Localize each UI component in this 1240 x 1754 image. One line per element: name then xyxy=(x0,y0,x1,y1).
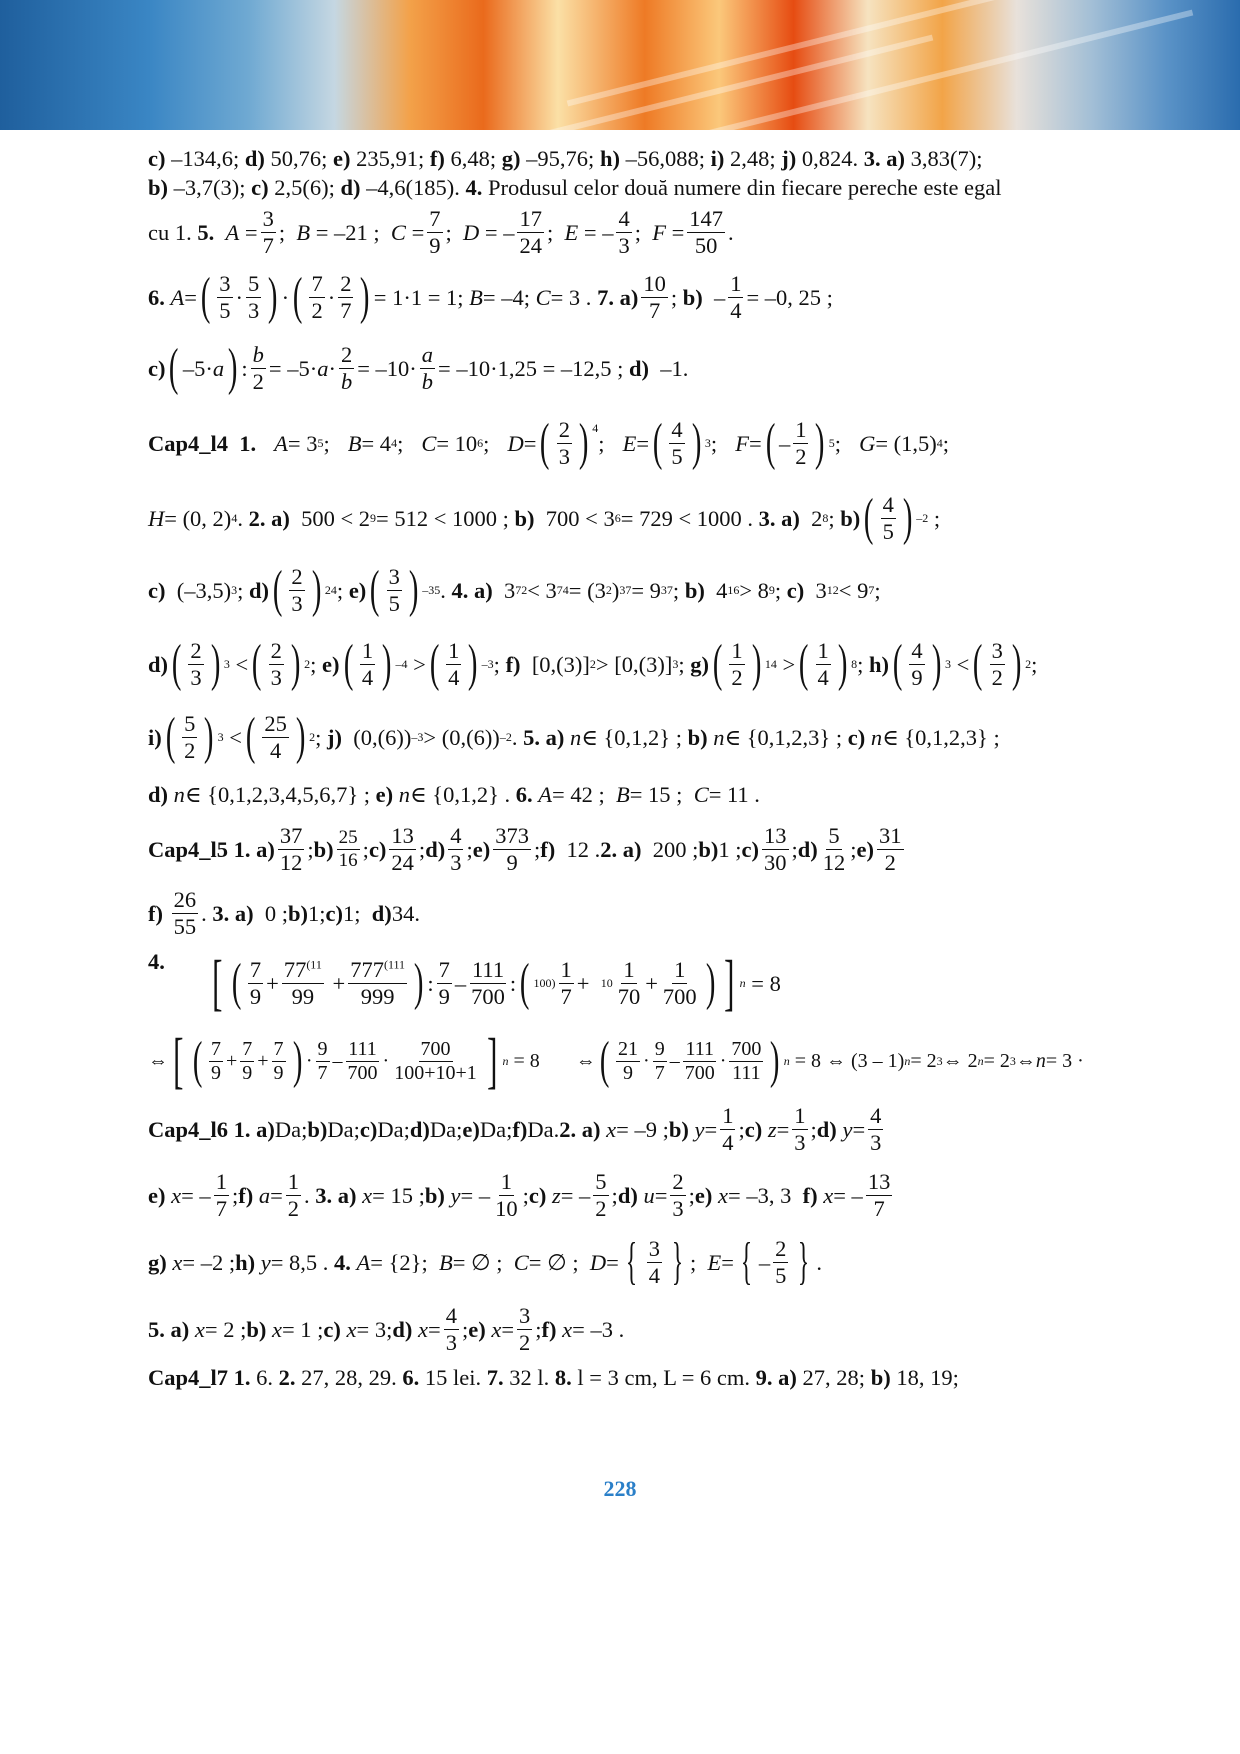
fraction: $\frac{3}{7}$ xyxy=(262,205,274,258)
fraction: $\frac{7}{9}$ xyxy=(429,205,441,258)
answer-line: d) n ∈ {0,1,2,3,4,5,6,7} ; e) n ∈ {0,1,2} . 6. A = 42 ; B = 15 ; C = 11 . xyxy=(148,781,760,807)
answer-line: i) ( $\frac{5}{2}$ ) 3 < ( $\frac{25}{4}$ ) 2 ; j) (0,(6)) –3 > (0,(6)) –2 . 5. a) n ∈ {0,1,2} ; b) n ∈ {0,1,2,3} ; c) n ∈ {0,1,2,3} ; xyxy=(148,708,1000,765)
header-banner-image xyxy=(0,0,1240,130)
answer-line: 4. [ ( $\frac{7}{9}$ + $\frac{77^{(11}}{99}$ + $\frac{777^{(111}}{999}$ ) : $\frac{7}{9}$ – $\frac{111}{700}$ : ( 100) $\frac{1}{7}$ + 10 $\frac{1}{70}$ + $\frac{1}{700}$ ) ] n = 8 xyxy=(148,949,781,1017)
answer-line: c) (–3,5) 3 ; d) ( $\frac{2}{3}$ ) 24 ; e) ( $\frac{3}{5}$ ) –35 . 4. a) 3 72 < 3 74 = (3 2 ) 37 = 9 37 ; b) 4 16 > 8 9 ; c) 3 12 < 9 7 ; xyxy=(148,561,881,618)
answer-line: Cap4_l5 1. a) $\frac{37}{12}$ ; b) $\frac{25}{16}$ ; c) $\frac{13}{24}$ ; d) $\frac{4}{3}$ ; e) $\frac{373}{9}$ ; f) 12 . 2. a) 200 ; b) 1 ; c) $\frac{13}{30}$ ; d) $\frac{5}{12}$ ; e) $\frac{31}{2}$ xyxy=(148,822,902,875)
section-label: Cap4_l4 xyxy=(148,430,229,456)
answers-content xyxy=(148,145,1093,1392)
answer-line: e) x = – $\frac{1}{7}$ ; f) a = $\frac{1}{2}$ . 3. a) x = 15 ; b) y = – $\frac{1}{10}$ ; c) z = – $\frac{5}{2}$ ; d) u = $\frac{2}{3}$ ; e) x = –3, 3 f) x = – $\frac{13}{7}$ xyxy=(148,1168,891,1221)
answer-line xyxy=(148,1362,1093,1392)
section-label: Cap4_l6 xyxy=(148,1116,229,1142)
answer-line: c) ( –5· a ) : $\frac{b}{2}$ = –5· a · $\frac{2}{b}$ = –10· $\frac{a}{b}$ = –10·1,25 = –12,5 ; d) –1. xyxy=(148,339,689,396)
answer-line xyxy=(148,145,1093,172)
fraction: $\frac{4}{3}$ xyxy=(618,205,630,258)
answer-line: g) x = –2 ; h) y = 8,5 . 4. A = {2}; B = ∅ ; C = ∅ ; D = { $\frac{3}{4}$ } ; E = { – $\frac{2}{5}$ } . xyxy=(148,1233,822,1290)
answer-text: c) –134,6; d) 50,76; e) 235,91; f) 6,48; g) –95,76; h) –56,088; i) 2,48; j) 0,824. 3. a) 3,83(7); xyxy=(148,146,983,171)
answer-line: 6. A = ( $\frac{3}{5}$ · $\frac{5}{3}$ ) · ( $\frac{7}{2}$ · $\frac{2}{7}$ ) = 1·1 = 1; B = –4; C = 3 . 7. a) $\frac{10}{7}$ ; b) – $\frac{1}{4}$ = –0, 25 ; xyxy=(148,268,833,325)
answer-line: Cap4_l6 1. a) Da; b) Da; c) Da; d) Da; e) Da; f) Da. 2. a) x = –9 ; b) y = $\frac{1}{4}$ ; c) z = $\frac{1}{3}$ ; d) y = $\frac{4}{3}$ xyxy=(148,1102,882,1155)
answer-line: d) ( $\frac{2}{3}$ ) 3 < ( $\frac{2}{3}$ ) 2 ; e) ( $\frac{1}{4}$ ) –4 > ( $\frac{1}{4}$ ) –3 ; f) [0,(3)] 2 > [0,(3)] 3 ; g) ( $\frac{1}{2}$ ) 14 > ( $\frac{1}{4}$ ) 8 ; h) ( $\frac{4}{9}$ ) 3 < ( $\frac{3}{2}$ ) 2 ; xyxy=(148,635,1038,692)
fraction: $\frac{17}{24}$ xyxy=(519,205,542,258)
fraction: $\frac{147}{50}$ xyxy=(689,205,724,258)
answer-line: Cap4_l4 1. A = 3 5 ; B = 4 4 ; C = 10 6 ; D = ( $\frac{2}{3}$ ) $^4$ ; E = ( $\frac{4}{5}$ ) 3 ; F = ( – $\frac{1}{2}$ ) 5 ; G = (1,5) 4 ; xyxy=(148,414,950,471)
answer-line: f) $\frac{26}{55}$ . 3. a) 0 ; b) 1; c) 1; d) 34. xyxy=(148,886,420,939)
answer-line: ⇔ [ ( $\frac{7}{9}$ + $\frac{7}{9}$ + $\frac{7}{9}$ ) · $\frac{9}{7}$ – $\frac{111}{700}$ · $\frac{700}{100+10+1}$ ] n = 8 ⇔ ( $\frac{21}{9}$ · $\frac{9}{7}$ – $\frac{111}{700}$ · $\frac{700}{111}$ ) n = 8 ⇔ (3 – 1) n = 2 3 ⇔ 2 n = 2 3 ⇔ n = 3 · xyxy=(148,1027,1084,1095)
answer-line: 5. a) x = 2 ; b) x = 1 ; c) x = 3; d) x = $\frac{4}{3}$ ; e) x = $\frac{3}{2}$ ; f) x = –3 . xyxy=(148,1302,625,1355)
page-number: 228 xyxy=(603,1476,637,1501)
answer-text: b) –3,7(3); c) 2,5(6); d) –4,6(185). 4. Produsul celor două numere din fiecare pereche este egal xyxy=(148,174,1002,200)
answer-line: cu 1. 5. A = $\frac{3}{7}$ ; B = –21 ; C = $\frac{7}{9}$ ; D = – $\frac{17}{24}$ ; E = – $\frac{4}{3}$ ; F = $\frac{147}{50}$ . xyxy=(148,205,734,258)
answer-line: H = (0, 2) 4 . 2. a) 500 < 2 9 = 512 < 1000 ; b) 700 < 3 6 = 729 < 1000 . 3. a) 2 8 ; b) ( $\frac{4}{5}$ ) –2 ; xyxy=(148,489,941,546)
answer-line xyxy=(148,172,1093,202)
answer-text: Cap4_l7 1. 6. 2. 27, 28, 29. 6. 15 lei. 7. 32 l. 8. l = 3 cm, L = 6 cm. 9. a) 27, 28; b) 18, 19; xyxy=(148,1364,959,1390)
section-label: Cap4_l5 xyxy=(148,836,229,862)
answer-text: cu 1. 5. A = xyxy=(148,219,258,245)
